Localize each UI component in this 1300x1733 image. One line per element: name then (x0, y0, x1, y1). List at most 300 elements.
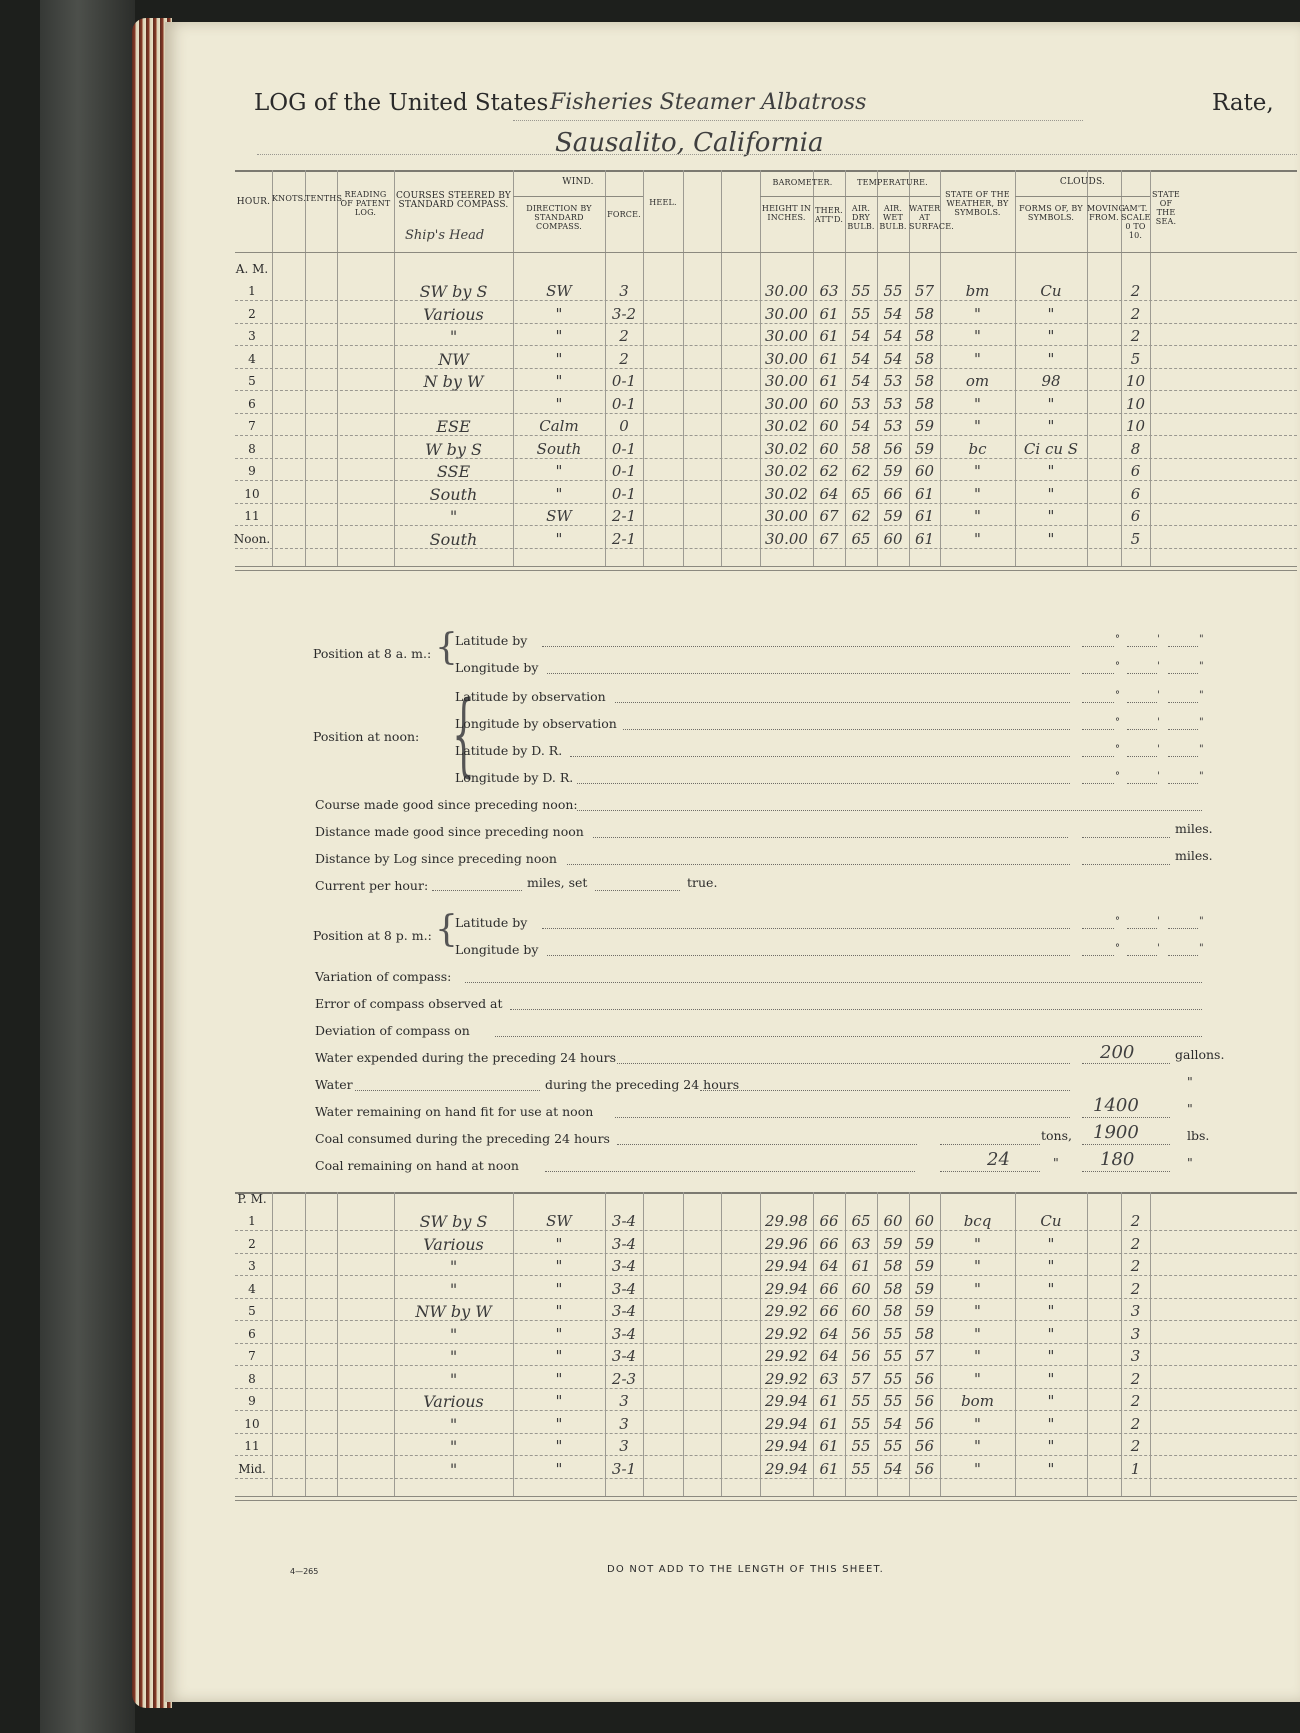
log-cell-wet[interactable]: 60 (883, 1212, 903, 1230)
log-cell-wdir[interactable]: " (555, 1459, 563, 1478)
am-bottom-border (235, 566, 1297, 567)
log-cell-force[interactable]: 0-1 (611, 439, 637, 458)
log-cell-dry[interactable]: 65 (851, 1212, 871, 1230)
log-cell-ther[interactable]: 60 (819, 394, 839, 413)
log-cell-dry[interactable]: 56 (851, 1347, 871, 1365)
log-cell-wdir[interactable]: " (555, 394, 563, 413)
log-cell-wdir[interactable]: " (555, 327, 563, 345)
log-cell-course[interactable]: South (429, 529, 478, 549)
log-cell-height[interactable]: 29.92 (765, 1369, 808, 1388)
log-cell-height[interactable]: 30.02 (765, 484, 808, 503)
log-cell-weather[interactable]: om (965, 372, 990, 390)
log-cell-wet[interactable]: 53 (883, 394, 903, 413)
log-cell-dry[interactable]: 60 (851, 1302, 871, 1320)
log-cell-amt[interactable]: 3 (1130, 1302, 1141, 1320)
log-cell-wet[interactable]: 55 (883, 1369, 903, 1388)
log-cell-water[interactable]: 58 (914, 394, 935, 413)
log-cell-dry[interactable]: 55 (851, 1414, 871, 1433)
log-cell-wdir[interactable]: " (555, 372, 563, 390)
log-cell-course[interactable]: N by W (423, 372, 484, 391)
noon-lat-obs-min-field (1127, 702, 1157, 703)
log-cell-ther[interactable]: 63 (819, 282, 839, 300)
log-cell-amt[interactable]: 2 (1130, 327, 1141, 345)
log-cell-wdir[interactable]: " (555, 462, 563, 480)
log-cell-force[interactable]: 3 (619, 1414, 629, 1433)
log-cell-wdir[interactable]: SW (546, 282, 572, 300)
log-cell-ther[interactable]: 64 (819, 1324, 839, 1343)
log-cell-ther[interactable]: 60 (819, 439, 839, 458)
hour-label: 11 (244, 1439, 260, 1453)
log-cell-height[interactable]: 30.00 (765, 529, 808, 548)
log-cell-force[interactable]: 3-1 (611, 1459, 637, 1478)
log-cell-height[interactable]: 29.94 (765, 1459, 808, 1478)
log-cell-course[interactable]: NW (438, 349, 469, 369)
log-cell-wdir[interactable]: " (555, 529, 563, 548)
log-cell-forms[interactable]: " (1047, 1437, 1055, 1455)
log-cell-dry[interactable]: 54 (851, 327, 871, 345)
log-cell-course[interactable]: ESE (436, 417, 471, 436)
brace-noon: { (452, 682, 476, 787)
log-cell-wet[interactable]: 53 (883, 372, 903, 390)
log-cell-weather[interactable]: " (974, 1279, 981, 1298)
log-cell-forms[interactable]: Cu (1040, 282, 1062, 300)
log-cell-wdir[interactable]: SW (546, 1212, 572, 1230)
log-cell-wdir[interactable]: " (555, 484, 563, 503)
log-cell-amt[interactable]: 2 (1130, 1392, 1141, 1410)
log-cell-height[interactable]: 29.96 (765, 1234, 808, 1253)
latitude-by-8pm-line (542, 928, 1070, 929)
column-header-weather: STATE OF THE WEATHER, BY SYMBOLS. (945, 190, 1010, 217)
log-cell-force[interactable]: 3-4 (611, 1302, 637, 1320)
log-cell-course[interactable]: W by S (425, 439, 482, 459)
log-cell-weather[interactable]: bm (965, 282, 990, 300)
log-cell-forms[interactable]: Ci cu S (1023, 439, 1079, 458)
log-cell-course[interactable]: " (449, 1459, 458, 1479)
log-cell-course[interactable]: Various (423, 1392, 484, 1411)
log-cell-ther[interactable]: 64 (819, 484, 839, 503)
log-cell-weather[interactable]: " (974, 349, 981, 368)
log-cell-dry[interactable]: 63 (851, 1234, 871, 1253)
noon-lon-obs-sec-field (1168, 729, 1198, 730)
log-cell-forms[interactable]: " (1047, 1369, 1055, 1388)
log-cell-forms[interactable]: " (1047, 484, 1055, 503)
log-cell-forms[interactable]: " (1047, 1257, 1055, 1275)
water-during-line (700, 1090, 1070, 1091)
log-cell-dry[interactable]: 56 (851, 1324, 871, 1343)
pos8pm-lon-sec-sign: " (1199, 943, 1204, 954)
log-cell-height[interactable]: 29.98 (765, 1212, 808, 1230)
log-cell-force[interactable]: 3 (619, 1437, 629, 1455)
log-cell-forms[interactable]: " (1047, 1234, 1055, 1253)
log-cell-height[interactable]: 29.94 (765, 1392, 808, 1410)
log-cell-forms[interactable]: " (1047, 1324, 1055, 1343)
log-cell-weather[interactable]: bcq (963, 1212, 992, 1230)
log-cell-wdir[interactable]: " (555, 1279, 563, 1298)
log-cell-wdir[interactable]: Calm (539, 417, 579, 435)
log-cell-wdir[interactable]: South (536, 439, 582, 458)
log-cell-height[interactable]: 29.94 (765, 1279, 808, 1298)
log-cell-dry[interactable]: 55 (851, 304, 871, 323)
log-cell-force[interactable]: 3-4 (611, 1279, 637, 1298)
log-cell-force[interactable]: 3-4 (611, 1324, 637, 1343)
log-cell-amt[interactable]: 2 (1130, 1414, 1141, 1433)
log-cell-water[interactable]: 56 (914, 1437, 935, 1455)
log-cell-ther[interactable]: 61 (819, 1459, 839, 1478)
log-cell-wet[interactable]: 58 (883, 1302, 903, 1320)
log-cell-amt[interactable]: 3 (1130, 1324, 1141, 1343)
log-cell-ther[interactable]: 67 (819, 529, 839, 548)
log-cell-wet[interactable]: 53 (883, 417, 903, 435)
log-cell-amt[interactable]: 2 (1130, 282, 1141, 300)
log-cell-weather[interactable]: " (974, 417, 981, 435)
log-cell-forms[interactable]: " (1047, 1347, 1055, 1365)
log-cell-height[interactable]: 30.02 (765, 462, 808, 480)
log-cell-course[interactable]: " (449, 1279, 458, 1299)
log-cell-course[interactable]: South (429, 484, 478, 504)
log-cell-weather[interactable]: " (974, 462, 981, 480)
hour-label: 3 (248, 1259, 256, 1273)
log-cell-weather[interactable]: " (974, 304, 981, 323)
log-cell-wdir[interactable]: " (555, 1324, 563, 1343)
log-cell-wdir[interactable]: " (555, 1257, 563, 1275)
distance-made-line (593, 837, 1068, 838)
log-cell-ther[interactable]: 66 (819, 1302, 839, 1320)
noon-lon-dr-min-sign: ' (1157, 771, 1160, 782)
log-cell-force[interactable]: 0-1 (611, 372, 637, 390)
hour-label: 10 (244, 1416, 260, 1431)
log-cell-course[interactable]: " (449, 327, 458, 346)
log-cell-water[interactable]: 58 (914, 372, 935, 390)
log-cell-height[interactable]: 30.00 (765, 304, 808, 323)
log-cell-course[interactable]: " (449, 507, 458, 526)
log-cell-weather[interactable]: " (974, 1459, 981, 1478)
log-cell-wet[interactable]: 55 (883, 1324, 903, 1343)
log-cell-amt[interactable]: 8 (1130, 439, 1141, 458)
log-cell-water[interactable]: 59 (914, 417, 935, 435)
log-cell-water[interactable]: 58 (914, 349, 935, 368)
log-cell-forms[interactable]: " (1047, 529, 1055, 548)
log-cell-height[interactable]: 30.00 (765, 282, 808, 300)
log-cell-wet[interactable]: 55 (883, 1392, 903, 1410)
log-cell-ther[interactable]: 61 (819, 1437, 839, 1455)
log-cell-wdir[interactable]: " (555, 349, 563, 368)
log-cell-wet[interactable]: 54 (883, 349, 903, 368)
log-cell-dry[interactable]: 62 (851, 507, 871, 525)
log-cell-wet[interactable]: 54 (883, 327, 903, 345)
log-cell-wet[interactable]: 55 (883, 1347, 903, 1365)
log-cell-amt[interactable]: 2 (1130, 1234, 1141, 1253)
log-cell-water[interactable]: 56 (914, 1369, 935, 1388)
log-cell-course[interactable]: SW by S (419, 1212, 488, 1231)
log-cell-wet[interactable]: 59 (883, 507, 903, 525)
log-cell-water[interactable]: 59 (914, 1279, 935, 1298)
log-cell-wet[interactable]: 54 (883, 304, 903, 323)
log-cell-course[interactable]: SW by S (419, 282, 488, 301)
log-cell-wet[interactable]: 55 (883, 282, 903, 300)
noon-lat-obs-sec-sign: " (1199, 690, 1204, 701)
log-cell-forms[interactable]: " (1047, 462, 1055, 480)
log-cell-water[interactable]: 56 (914, 1392, 935, 1410)
log-cell-course[interactable]: " (449, 1369, 458, 1389)
pos8am-lon-sec-sign: " (1199, 661, 1204, 672)
log-cell-ther[interactable]: 63 (819, 1369, 839, 1388)
log-cell-dry[interactable]: 55 (851, 1392, 871, 1410)
log-cell-ther[interactable]: 60 (819, 417, 839, 435)
position-8pm-label: Position at 8 p. m.: (313, 928, 432, 943)
log-cell-force[interactable]: 2 (619, 327, 629, 345)
water-remaining-handwritten[interactable]: 1400 (1093, 1095, 1139, 1116)
log-cell-course[interactable]: " (449, 1414, 458, 1434)
log-cell-course[interactable]: " (449, 1257, 458, 1276)
lbs-label: lbs. (1187, 1128, 1210, 1143)
log-cell-weather[interactable]: " (974, 507, 981, 525)
log-cell-dry[interactable]: 65 (851, 529, 871, 548)
log-cell-wdir[interactable]: " (555, 1347, 563, 1365)
log-cell-weather[interactable]: " (974, 1437, 981, 1455)
log-cell-force[interactable]: 2 (619, 349, 629, 368)
log-cell-forms[interactable]: " (1047, 394, 1055, 413)
log-cell-dry[interactable]: 62 (851, 462, 871, 480)
log-cell-wdir[interactable]: " (555, 1392, 563, 1410)
log-cell-height[interactable]: 29.94 (765, 1437, 808, 1455)
log-cell-amt[interactable]: 5 (1130, 529, 1141, 548)
log-cell-dry[interactable]: 65 (851, 484, 871, 503)
log-cell-course[interactable]: NW by W (415, 1302, 492, 1321)
log-cell-height[interactable]: 29.94 (765, 1257, 808, 1275)
log-cell-water[interactable]: 58 (914, 304, 935, 323)
log-cell-weather[interactable]: " (974, 1324, 981, 1343)
pos8am-lon-deg-field (1082, 673, 1114, 674)
log-cell-course[interactable]: Various (423, 304, 484, 324)
log-cell-course[interactable]: SSE (436, 462, 471, 481)
log-cell-forms[interactable]: " (1047, 417, 1055, 435)
log-cell-wet[interactable]: 56 (883, 439, 903, 458)
log-cell-height[interactable]: 30.02 (765, 439, 808, 458)
log-cell-water[interactable]: 60 (914, 462, 935, 480)
log-cell-forms[interactable]: " (1047, 1279, 1055, 1298)
log-cell-height[interactable]: 30.00 (765, 394, 808, 413)
log-cell-dry[interactable]: 57 (851, 1369, 871, 1388)
distance-log-line (567, 864, 1070, 865)
log-cell-ther[interactable]: 61 (819, 1414, 839, 1433)
log-cell-amt[interactable]: 2 (1130, 1257, 1141, 1275)
log-cell-amt[interactable]: 6 (1130, 507, 1141, 525)
log-cell-forms[interactable]: " (1047, 327, 1055, 345)
log-cell-height[interactable]: 29.92 (765, 1302, 808, 1320)
log-cell-ther[interactable]: 61 (819, 304, 839, 323)
log-cell-wet[interactable]: 54 (883, 1414, 903, 1433)
log-cell-force[interactable]: 0-1 (611, 462, 637, 480)
log-cell-height[interactable]: 29.94 (765, 1414, 808, 1433)
log-cell-weather[interactable]: bom (961, 1392, 994, 1410)
log-cell-weather[interactable]: bc (968, 439, 987, 458)
log-cell-wdir[interactable]: " (555, 1234, 563, 1253)
log-cell-height[interactable]: 30.02 (765, 417, 808, 435)
log-cell-dry[interactable]: 60 (851, 1279, 871, 1298)
log-cell-water[interactable]: 61 (914, 507, 935, 525)
log-cell-ther[interactable]: 61 (819, 327, 839, 345)
log-cell-wdir[interactable]: " (555, 1369, 563, 1388)
log-cell-amt[interactable]: 2 (1130, 1212, 1141, 1230)
log-cell-ther[interactable]: 66 (819, 1279, 839, 1298)
log-cell-dry[interactable]: 54 (851, 372, 871, 390)
coal-remaining-line (545, 1171, 915, 1172)
log-cell-force[interactable]: 0 (619, 417, 629, 435)
log-cell-weather[interactable]: " (974, 1414, 981, 1433)
water-type-line (355, 1090, 540, 1091)
log-cell-force[interactable]: 2-3 (611, 1369, 637, 1388)
log-cell-force[interactable]: 3-4 (611, 1347, 637, 1365)
hour-label: 9 (248, 1394, 256, 1408)
log-cell-wdir[interactable]: " (555, 304, 563, 323)
log-cell-force[interactable]: 0-1 (611, 394, 637, 413)
log-cell-forms[interactable]: " (1047, 1302, 1055, 1320)
log-cell-ther[interactable]: 61 (819, 372, 839, 390)
log-cell-force[interactable]: 2-1 (611, 529, 637, 548)
log-cell-water[interactable]: 59 (914, 1257, 935, 1275)
log-cell-amt[interactable]: 10 (1125, 394, 1146, 413)
log-cell-forms[interactable]: " (1047, 507, 1055, 525)
log-cell-wdir[interactable]: SW (546, 507, 572, 525)
log-cell-force[interactable]: 3 (619, 1392, 629, 1410)
log-cell-water[interactable]: 59 (914, 1302, 935, 1320)
log-cell-amt[interactable]: 5 (1130, 349, 1141, 368)
log-cell-water[interactable]: 58 (914, 327, 935, 345)
log-cell-amt[interactable]: 2 (1130, 1369, 1141, 1388)
log-cell-water[interactable]: 60 (914, 1212, 935, 1230)
log-cell-forms[interactable]: " (1047, 349, 1055, 368)
log-cell-force[interactable]: 0-1 (611, 484, 637, 503)
log-cell-weather[interactable]: " (974, 1302, 981, 1320)
log-cell-ther[interactable]: 64 (819, 1257, 839, 1275)
log-cell-height[interactable]: 29.92 (765, 1347, 808, 1365)
hour-label: 3 (248, 329, 256, 343)
log-cell-water[interactable]: 56 (914, 1414, 935, 1433)
log-cell-dry[interactable]: 55 (851, 1459, 871, 1478)
coal-consumed-handwritten[interactable]: 1900 (1093, 1122, 1139, 1143)
log-cell-water[interactable]: 57 (914, 1347, 935, 1365)
pm-column-divider (643, 1192, 644, 1496)
log-cell-water[interactable]: 61 (914, 484, 935, 503)
error-line (510, 1009, 1202, 1010)
log-cell-ther[interactable]: 61 (819, 1392, 839, 1410)
log-cell-course[interactable]: " (449, 1347, 458, 1366)
log-cell-wet[interactable]: 55 (883, 1437, 903, 1455)
log-cell-height[interactable]: 30.00 (765, 327, 808, 345)
log-cell-weather[interactable]: " (974, 1347, 981, 1365)
coal-remaining-lbs-handwritten[interactable]: 180 (1100, 1149, 1135, 1170)
log-cell-forms[interactable]: 98 (1041, 372, 1061, 390)
log-cell-ther[interactable]: 66 (819, 1212, 839, 1230)
log-cell-course[interactable]: " (449, 1437, 458, 1456)
log-cell-forms[interactable]: Cu (1040, 1212, 1062, 1230)
log-cell-wdir[interactable]: " (555, 1414, 563, 1433)
column-header-patent-log: READING OF PATENT LOG. (340, 190, 391, 217)
log-cell-amt[interactable]: 6 (1130, 484, 1141, 503)
log-cell-ther[interactable]: 64 (819, 1347, 839, 1365)
log-cell-amt[interactable]: 2 (1130, 304, 1141, 323)
log-cell-wdir[interactable]: " (555, 1437, 563, 1455)
log-cell-dry[interactable]: 54 (851, 417, 871, 435)
log-cell-weather[interactable]: " (974, 529, 981, 548)
log-cell-water[interactable]: 59 (914, 439, 935, 458)
log-cell-dry[interactable]: 55 (851, 282, 871, 300)
log-cell-amt[interactable]: 10 (1125, 372, 1146, 390)
log-cell-dry[interactable]: 61 (851, 1257, 871, 1275)
log-cell-force[interactable]: 2-1 (611, 507, 637, 525)
log-cell-force[interactable]: 3-2 (611, 304, 637, 323)
log-cell-force[interactable]: 3 (619, 282, 629, 300)
log-cell-amt[interactable]: 1 (1130, 1459, 1141, 1478)
log-cell-height[interactable]: 30.00 (765, 349, 808, 368)
log-cell-height[interactable]: 30.00 (765, 507, 808, 525)
hour-label: 7 (248, 419, 256, 433)
log-cell-weather[interactable]: " (974, 1234, 981, 1253)
log-cell-amt[interactable]: 10 (1125, 417, 1146, 435)
log-cell-wet[interactable]: 58 (883, 1279, 903, 1298)
noon-lon-obs-deg-field (1082, 729, 1114, 730)
log-cell-ther[interactable]: 66 (819, 1234, 839, 1253)
log-cell-ther[interactable]: 61 (819, 349, 839, 368)
log-cell-force[interactable]: 3-4 (611, 1257, 637, 1275)
log-cell-dry[interactable]: 53 (851, 394, 871, 413)
log-cell-ther[interactable]: 67 (819, 507, 839, 525)
log-cell-weather[interactable]: " (974, 1257, 981, 1275)
log-cell-amt[interactable]: 2 (1130, 1279, 1141, 1298)
log-cell-course[interactable]: Various (423, 1234, 484, 1254)
log-cell-weather[interactable]: " (974, 327, 981, 345)
log-cell-water[interactable]: 61 (914, 529, 935, 548)
log-cell-course[interactable]: " (449, 1324, 458, 1344)
water-expended-handwritten[interactable]: 200 (1100, 1042, 1135, 1063)
log-cell-forms[interactable]: " (1047, 1459, 1055, 1478)
log-cell-amt[interactable]: 2 (1130, 1437, 1141, 1455)
log-cell-wet[interactable]: 60 (883, 529, 903, 548)
log-cell-forms[interactable]: " (1047, 304, 1055, 323)
log-cell-amt[interactable]: 3 (1130, 1347, 1141, 1365)
log-cell-water[interactable]: 58 (914, 1324, 935, 1343)
log-cell-wet[interactable]: 58 (883, 1257, 903, 1275)
coal-remaining-tons-handwritten[interactable]: 24 (987, 1149, 1010, 1170)
log-cell-wet[interactable]: 59 (883, 462, 903, 480)
log-cell-dry[interactable]: 58 (851, 439, 871, 458)
log-cell-water[interactable]: 59 (914, 1234, 935, 1253)
am-header-bottom (235, 252, 1297, 253)
log-cell-height[interactable]: 29.92 (765, 1324, 808, 1343)
log-cell-wet[interactable]: 54 (883, 1459, 903, 1478)
log-cell-dry[interactable]: 54 (851, 349, 871, 368)
log-cell-forms[interactable]: " (1047, 1392, 1055, 1410)
log-cell-weather[interactable]: " (974, 1369, 981, 1388)
log-cell-wet[interactable]: 66 (883, 484, 903, 503)
log-cell-wdir[interactable]: " (555, 1302, 563, 1320)
log-cell-weather[interactable]: " (974, 394, 981, 413)
log-cell-water[interactable]: 56 (914, 1459, 935, 1478)
log-cell-weather[interactable]: " (974, 484, 981, 503)
log-cell-dry[interactable]: 55 (851, 1437, 871, 1455)
log-cell-force[interactable]: 3-4 (611, 1234, 637, 1253)
log-cell-height[interactable]: 30.00 (765, 372, 808, 390)
column-header-height: HEIGHT IN INCHES. (761, 204, 812, 222)
log-cell-wet[interactable]: 59 (883, 1234, 903, 1253)
log-cell-amt[interactable]: 6 (1130, 462, 1141, 480)
noon-lon-obs-sec-sign: " (1199, 717, 1204, 728)
log-cell-ther[interactable]: 62 (819, 462, 839, 480)
log-cell-water[interactable]: 57 (914, 282, 935, 300)
longitude-dr-line (577, 783, 1070, 784)
log-cell-forms[interactable]: " (1047, 1414, 1055, 1433)
log-cell-force[interactable]: 3-4 (611, 1212, 637, 1230)
